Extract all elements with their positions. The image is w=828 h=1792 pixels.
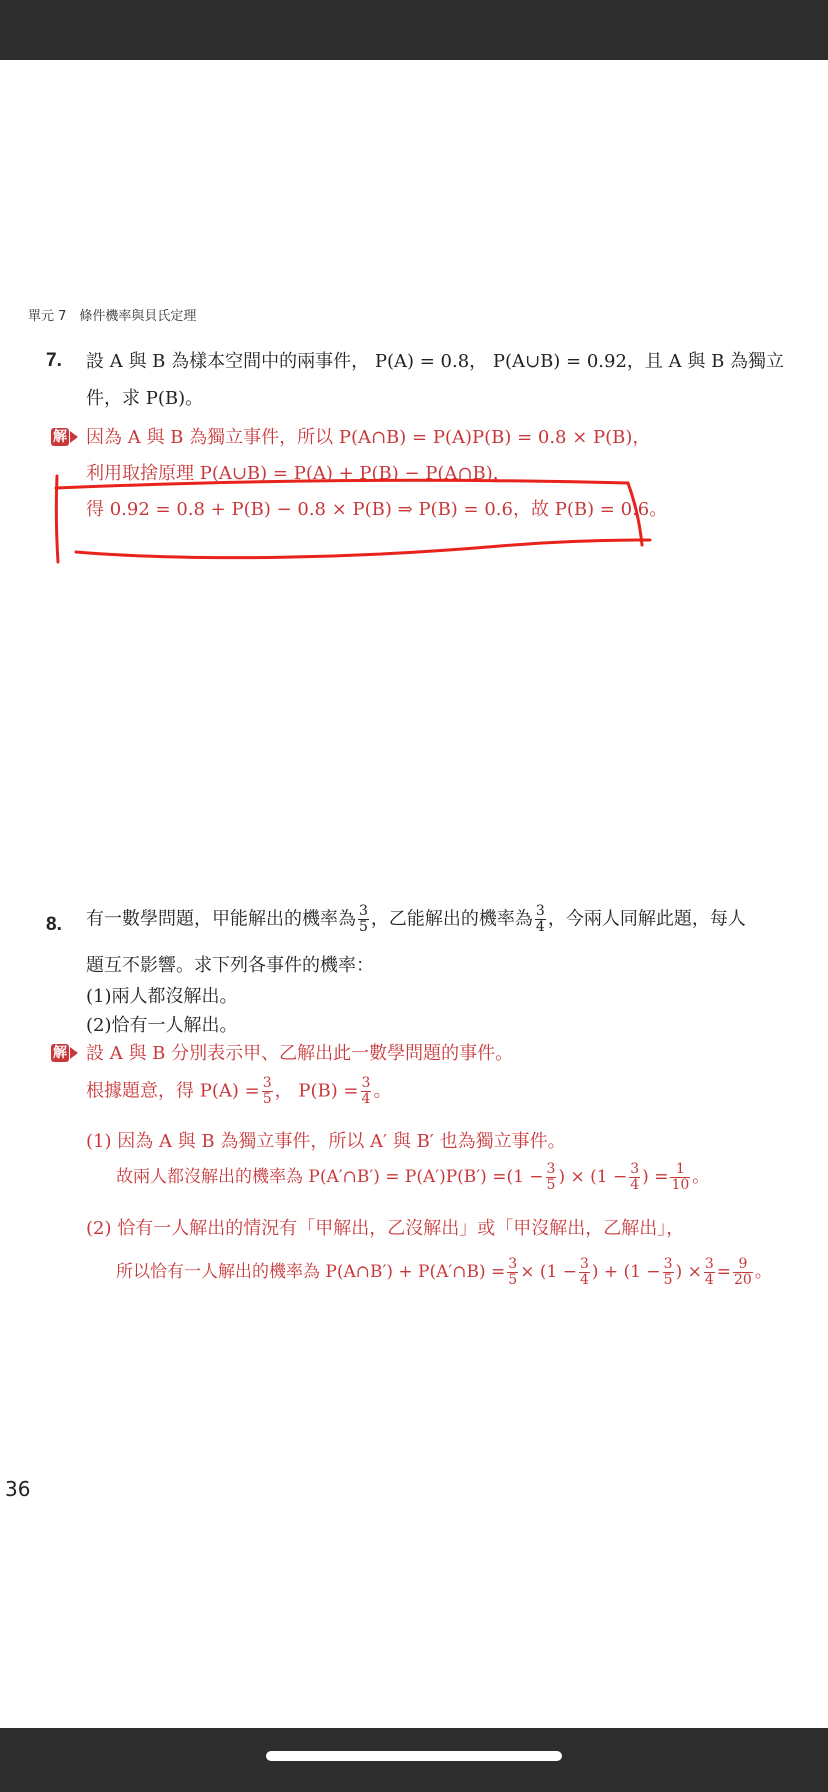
question-7-number: 7. — [46, 350, 62, 371]
fraction-3-4: $\frac{3}{4}$ — [535, 903, 545, 935]
q7-solution-line-3: 得 0.92 = 0.8 + P(B) − 0.8 × P(B) ⇒ P(B) = 0.6，故 P(B) = 0.6。 — [86, 499, 668, 520]
q8-item-2: (2)恰有一人解出。 — [86, 1015, 238, 1036]
fraction-1-10: $\frac{1}{10}$ — [671, 1161, 690, 1193]
page-number: 36 — [5, 1477, 31, 1501]
fraction-3-4: $\frac{3}{4}$ — [704, 1256, 714, 1288]
solution-badge-icon: 解 — [53, 429, 67, 445]
fraction-3-4: $\frac{3}{4}$ — [579, 1256, 589, 1288]
q8-line-1-part-b: ，乙能解出的機率為 — [370, 908, 533, 930]
question-8-number: 8. — [46, 914, 62, 935]
home-indicator[interactable] — [266, 1751, 562, 1761]
solution-arrow-icon — [70, 1047, 78, 1059]
fraction-3-5: $\frac{3}{5}$ — [262, 1075, 272, 1107]
q8-line-2: 題互不影響。求下列各事件的機率： — [86, 955, 374, 976]
q8-line-1 — [86, 904, 746, 935]
fraction-3-4: $\frac{3}{4}$ — [630, 1161, 640, 1193]
fraction-9-20: $\frac{9}{20}$ — [734, 1256, 752, 1288]
solution-badge-icon: 解 — [53, 1045, 67, 1061]
q7-line-1: 設 A 與 B 為樣本空間中的兩事件， P(A) = 0.8， P(A∪B) = 0.92，且 A 與 B 為獨立 — [86, 351, 785, 372]
q8-solution-line-2: 根據題意，得 P(A) = $\frac{3}{5}$ ， P(B) = $\frac{3}{4}$ 。 — [86, 1075, 392, 1107]
fraction-3-5: $\frac{3}{5}$ — [546, 1161, 556, 1193]
q7-solution-line-1: 因為 A 與 B 為獨立事件，所以 P(A∩B) = P(A)P(B) = 0.8 × P(B)， — [86, 427, 651, 448]
q7-solution-line-2: 利用取捨原理 P(A∪B) = P(A) + P(B) − P(A∩B)， — [86, 463, 511, 484]
q8-line-1-part-c: ，今兩人同解此題，每人 — [547, 908, 746, 930]
q8-solution-line-1: 設 A 與 B 分別表示甲、乙解出此一數學問題的事件。 — [86, 1043, 514, 1064]
fraction-3-4: $\frac{3}{4}$ — [361, 1075, 371, 1107]
q8-solution-line-6: 所以恰有一人解出的機率為 P(A∩B′) + P(A′∩B) = $\frac{3}{5}$ × (1 − $\frac{3}{4}$ ) + (1 − $\frac{3}{5}$ ) × $\frac{3}{4}$ = $\frac{9}{20}$ 。 — [116, 1256, 772, 1288]
q8-solution-line-4: 故兩人都沒解出的機率為 P(A′∩B′) = P(A′)P(B′) =(1 − $\frac{3}{5}$ ) × (1 − $\frac{3}{4}$ ) = $\frac{1}{10}$ 。 — [116, 1161, 710, 1193]
q8-solution-line-3: (1) 因為 A 與 B 為獨立事件，所以 A′ 與 B′ 也為獨立事件。 — [86, 1131, 566, 1152]
q8-solution-line-5: (2) 恰有一人解出的情況有「甲解出，乙沒解出」或「甲沒解出，乙解出」， — [86, 1218, 685, 1239]
fraction-3-5: $\frac{3}{5}$ — [508, 1256, 518, 1288]
q8-item-1: (1)兩人都沒解出。 — [86, 986, 238, 1007]
q7-line-2: 件，求 P(B)。 — [86, 388, 204, 409]
unit-header: 單元 7 條件機率與貝氏定理 — [28, 309, 197, 324]
q8-line-1-part-a: 有一數學問題，甲能解出的機率為 — [86, 908, 356, 930]
fraction-3-5: $\frac{3}{5}$ — [359, 903, 368, 935]
fraction-3-5: $\frac{3}{5}$ — [663, 1256, 673, 1288]
